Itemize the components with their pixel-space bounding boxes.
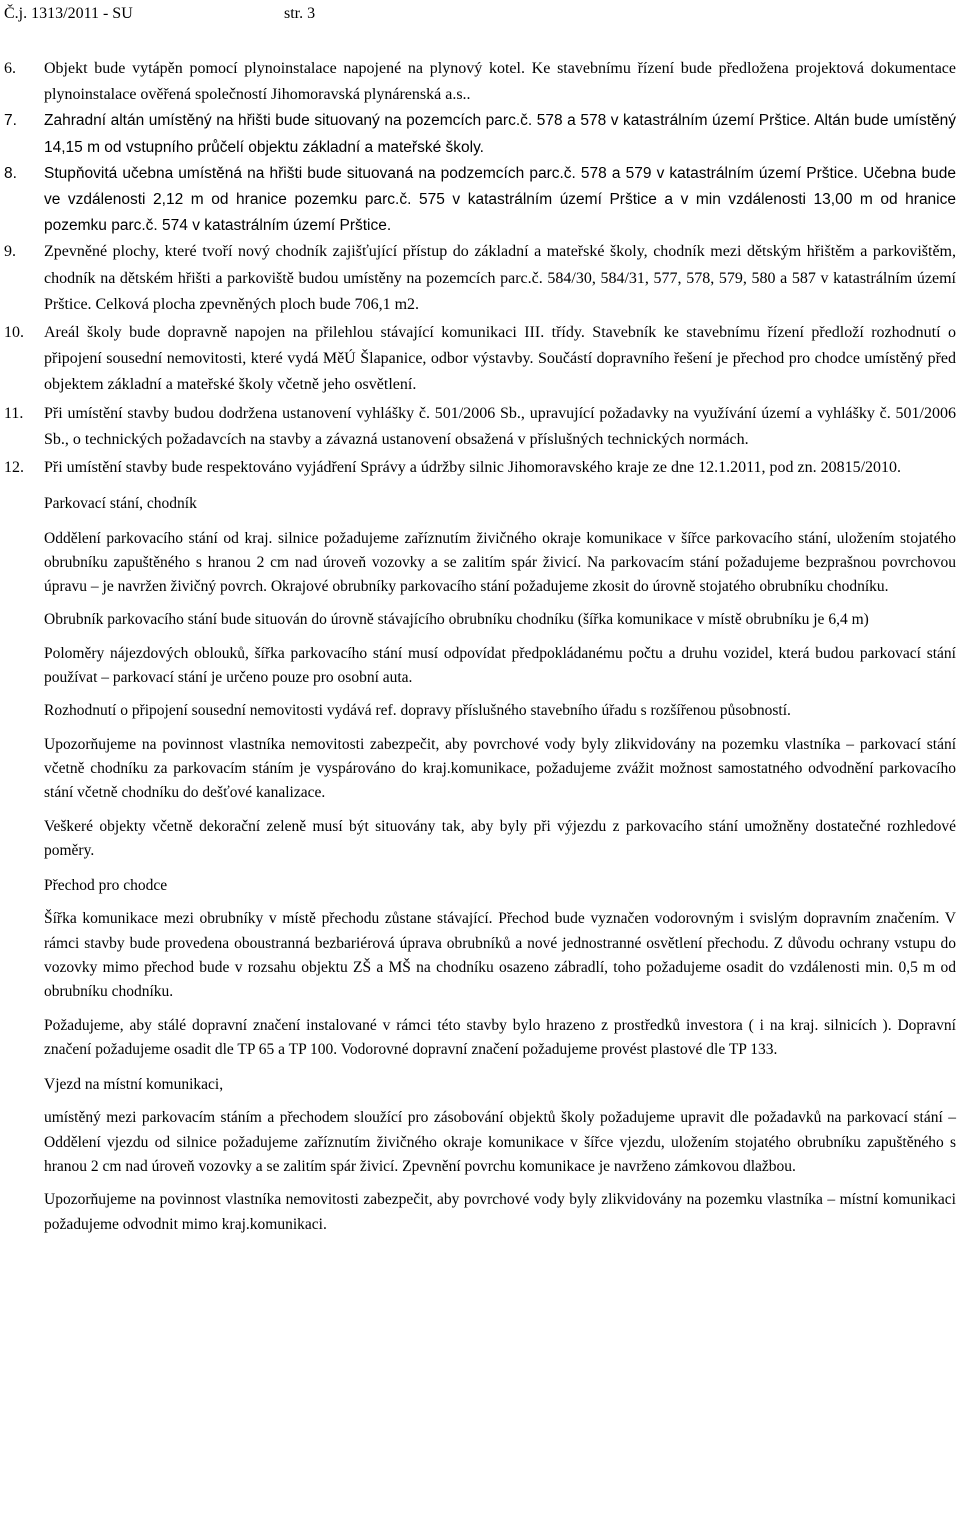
paragraph: Poloměry nájezdových oblouků, šířka parkovacího stání musí odpovídat předpokládanému počtu a druhu vozidel, která budou parkovací stání používat – parkovací stání je určeno pouze pro osobní auta. [44,644,956,687]
page-number: str. 3 [284,5,316,22]
item-number: 6. [4,60,16,77]
paragraph: Oddělení parkovacího stání od kraj. silnice požadujeme zaříznutím živičného okraje komunikace v šířce parkovacího stání, uložením stojatého obrubníku zapuštěného s hranou 2 cm nad úroveň vozovky a se zalitím spár živicí. Na parkovacím stání požadujeme bezprašnou povrchovou úpravu – je navržen živičný povrch. Okrajové obrubníky parkovacího stání požadujeme zkosit do úrovně stojatého obrubníku chodníku. [44,529,956,596]
item-number: 11. [4,404,24,422]
list-item [4,401,956,453]
list-item [4,239,956,318]
conditions-subsection [44,492,956,1237]
paragraph: umístěný mezi parkovacím stáním a přechodem sloužící pro zásobování objektů školy požadujeme upravit dle požadavků na parkovací stání – Oddělení vjezdu od silnice požadujeme zaříznutím živičného okraje komunikace v šířce vjezdu, uložením stojatého obrubníku zapuštěného s hranou 2 cm nad úroveň vozovky a se zalitím spár živicí. Zpevnění povrchu komunikace je navrženo zámkovou dlažbou. [44,1109,956,1176]
item-number: 7. [4,112,17,130]
reference-number: Č.j. 1313/2011 - SU [4,5,133,22]
paragraph: Rozhodnutí o připojení sousední nemovitosti vydává ref. dopravy příslušného stavebního úřadu s rozšířenou působností. [44,702,791,720]
paragraph: Veškeré objekty včetně dekorační zeleně musí být situovány tak, aby byly při výjezdu z parkovacího stání umožněny dostatečné rozhledové poměry. [44,817,956,859]
section-heading-entry: Vjezd na místní komunikaci, [44,1076,224,1094]
list-item [4,108,956,160]
section-heading-parking: Parkovací stání, chodník [44,495,197,513]
item-number: 10. [4,324,24,342]
item-text: Objekt bude vytápěn pomocí plynoinstalace napojené na plynový kotel. Ke stavebnímu řízení bude předložena projektová dokumentace plynoinstalace ověřená společností Jihomoravská plynárenská a.s.. [44,60,956,104]
paragraph: Upozorňujeme na povinnost vlastníka nemovitosti zabezpečit, aby povrchové vody byly zlikvidovány na pozemku vlastníka – místní komunikaci požadujeme odvodnit mimo kraj.komunikaci. [44,1191,956,1233]
item-text: Zpevněné plochy, které tvoří nový chodník zajišťující přístup do základní a mateřské školy, chodník mezi dětským hřištěm a parkovištěm, chodník na dětském hřišti a parkoviště budou umístěny na pozemcích parc.č. 584/30, 584/31, 577, 578, 579, 580 a 587 v katastrálním území Prštice. Celková plocha zpevněných ploch bude 706,1 m2. [44,243,956,313]
list-item [4,455,956,481]
item-number: 9. [4,243,16,261]
item-text: Při umístění stavby budou dodržena ustanovení vyhlášky č. 501/2006 Sb., upravující požadavky na využívání území a vyhlášky č. 501/2006 Sb., o technických požadavcích na stavby a závazná ustanovení obsažená v příslušných technických normách. [44,404,956,448]
item-number: 12. [4,459,24,477]
item-text: Areál školy bude dopravně napojen na přilehlou stávající komunikaci III. třídy. Stavebník ke stavebnímu řízení předloží rozhodnutí o připojení sousední nemovitosti, které vydá MěÚ Šlapanice, odbor výstavby. Součástí dopravního řešení je přechod pro chodce umístěný před objektem základní a mateřské školy včetně jeho osvětlení. [44,324,956,394]
paragraph: Šířka komunikace mezi obrubníky v místě přechodu zůstane stávající. Přechod bude vyznačen vodorovným i svislým dopravním značením. V rámci stavby bude provedena oboustranná bezbariérová úprava obrubníků a nové jednostranné osvětlení přechodu. Z důvodu ochrany vstupu do vozovky mimo přechod bude v rozsahu objektu ZŠ a MŠ na chodníku osazeno zábradlí, toho požadujeme osadit do vzdálenosti min. 0,5 m od obrubníku chodníku. [44,910,956,1001]
item-text: Zahradní altán umístěný na hřišti bude situovaný na pozemcích parc.č. 578 a 578 v katastrálním území Prštice. Altán bude umístěný 14,15 m od vstupního průčelí objektu základní a mateřské školy. [44,112,956,156]
paragraph: Požadujeme, aby stálé dopravní značení instalované v rámci této stavby bylo hrazeno z prostředků investora ( i na kraj. silnicích ). Dopravní značení požadujeme osadit dle TP 65 a TP 100. Vodorovné dopravní značení požadujeme provést plastové dle TP 133. [44,1016,956,1058]
item-text: Při umístění stavby bude respektováno vyjádření Správy a údržby silnic Jihomoravského kraje ze dne 12.1.2011, pod zn. 20815/2010. [44,459,902,477]
list-item [4,56,956,108]
document-body [4,56,956,1237]
section-heading-crossing: Přechod pro chodce [44,877,168,895]
paragraph: Obrubník parkovacího stání bude situován do úrovně stávajícího obrubníku chodníku (šířka komunikace v místě obrubníku je 6,4 m) [44,611,869,629]
list-item [4,320,956,399]
item-number: 8. [4,164,17,182]
list-item [4,161,956,240]
paragraph: Upozorňujeme na povinnost vlastníka nemovitosti zabezpečit, aby povrchové vody byly zlikvidovány na pozemku vlastníka – parkovací stání včetně chodníku za parkovacím stáním je vyspárováno do kraj.komunikace, požadujeme zvážit možnost samostatného odvodnění parkovacího stání včetně chodníku do dešťové kanalizace. [44,735,956,802]
item-text: Stupňovitá učebna umístěná na hřišti bude situovaná na podzemcích parc.č. 578 a 579 v katastrálním území Prštice. Učebna bude ve vzdálenosti 2,12 m od hranice pozemku parc.č. 575 v katastrálním území Prštice a v min vzdálenosti 13,00 m od hranice pozemku parc.č. 574 v katastrálním území Prštice. [44,164,956,235]
